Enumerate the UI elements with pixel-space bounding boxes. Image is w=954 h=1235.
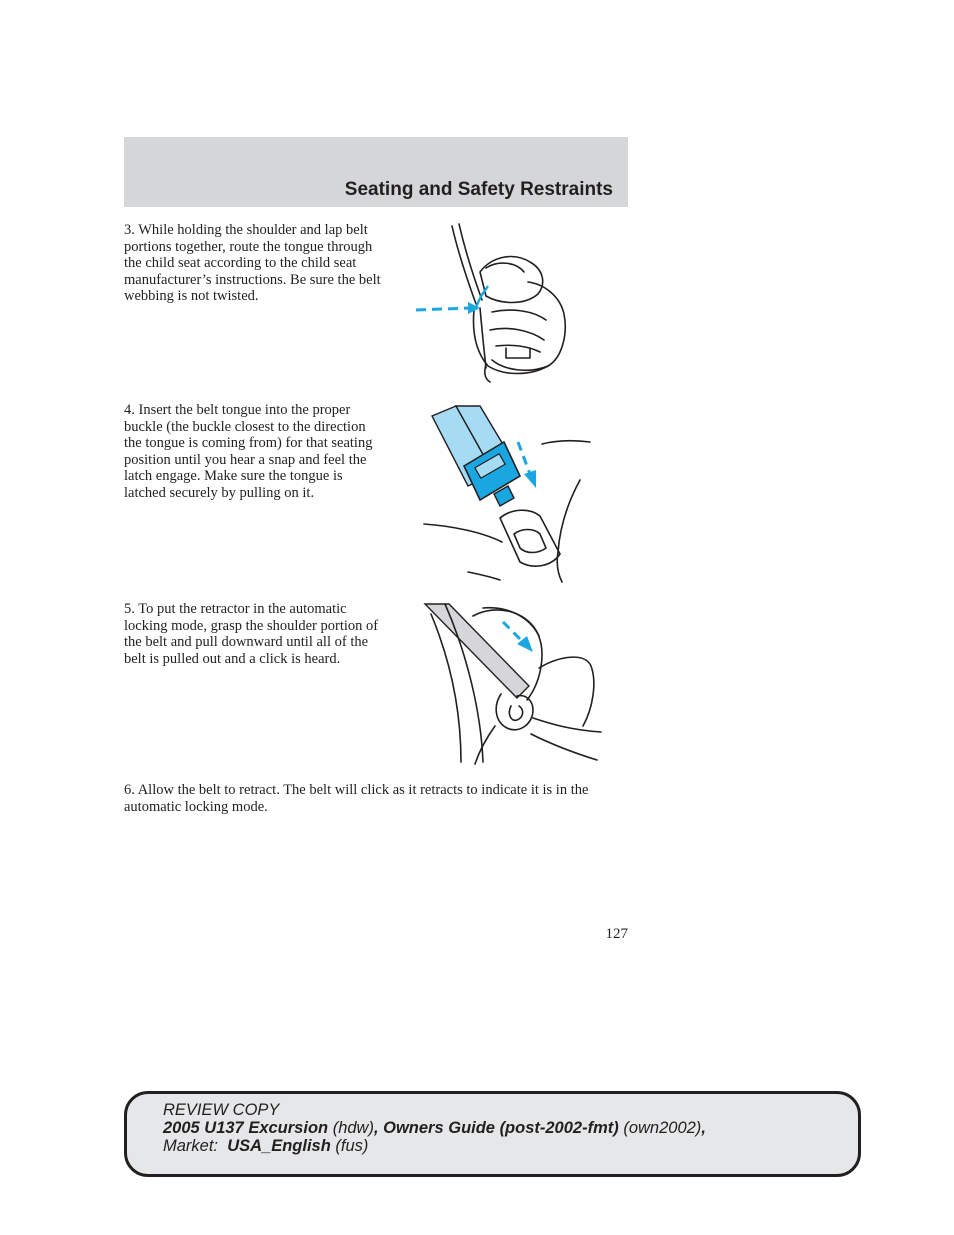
guide-code: (own2002)	[618, 1119, 702, 1137]
section-title: Seating and Safety Restraints	[344, 179, 613, 200]
section-header-band	[124, 137, 628, 207]
step-6-text: 6. Allow the belt to retract. The belt will click as it retracts to indicate it is in the automatic locking mode.	[124, 782, 589, 815]
footer-separator: ,	[701, 1119, 706, 1137]
review-copy-label: REVIEW COPY	[163, 1101, 280, 1119]
review-footer	[124, 1091, 861, 1177]
market-label: Market:	[163, 1137, 219, 1155]
model-code: (hdw)	[328, 1119, 374, 1137]
market-name: USA_English	[227, 1137, 331, 1155]
footer-text	[163, 1101, 706, 1155]
child-seat-illustration-icon	[412, 222, 582, 387]
footer-separator: ,	[373, 1119, 384, 1137]
model-name: 2005 U137 Excursion	[163, 1119, 329, 1137]
shoulder-belt-illustration-icon	[421, 602, 606, 766]
step-4-text: 4. Insert the belt tongue into the proper buckle (the buckle closest to the direction the tongue is coming from) for that seating position until you hear a snap and feel the latch engage. Make sure the tongue is latched securely by pulling on it.	[124, 402, 373, 501]
step-5-text: 5. To put the retractor in the automatic locking mode, grasp the shoulder portion of the belt and pull downward until all of the belt is pulled out and a click is heard.	[124, 601, 379, 667]
belt-buckle-illustration-icon	[422, 402, 592, 584]
page-number: 127	[605, 926, 628, 942]
guide-name: Owners Guide (post-2002-fmt)	[383, 1119, 619, 1137]
step-3-text: 3. While holding the shoulder and lap belt portions together, route the tongue through the child seat according to the child seat manufacturer’s instructions. Be sure the belt webbing is not twisted.	[124, 222, 381, 304]
market-code: (fus)	[330, 1137, 369, 1155]
